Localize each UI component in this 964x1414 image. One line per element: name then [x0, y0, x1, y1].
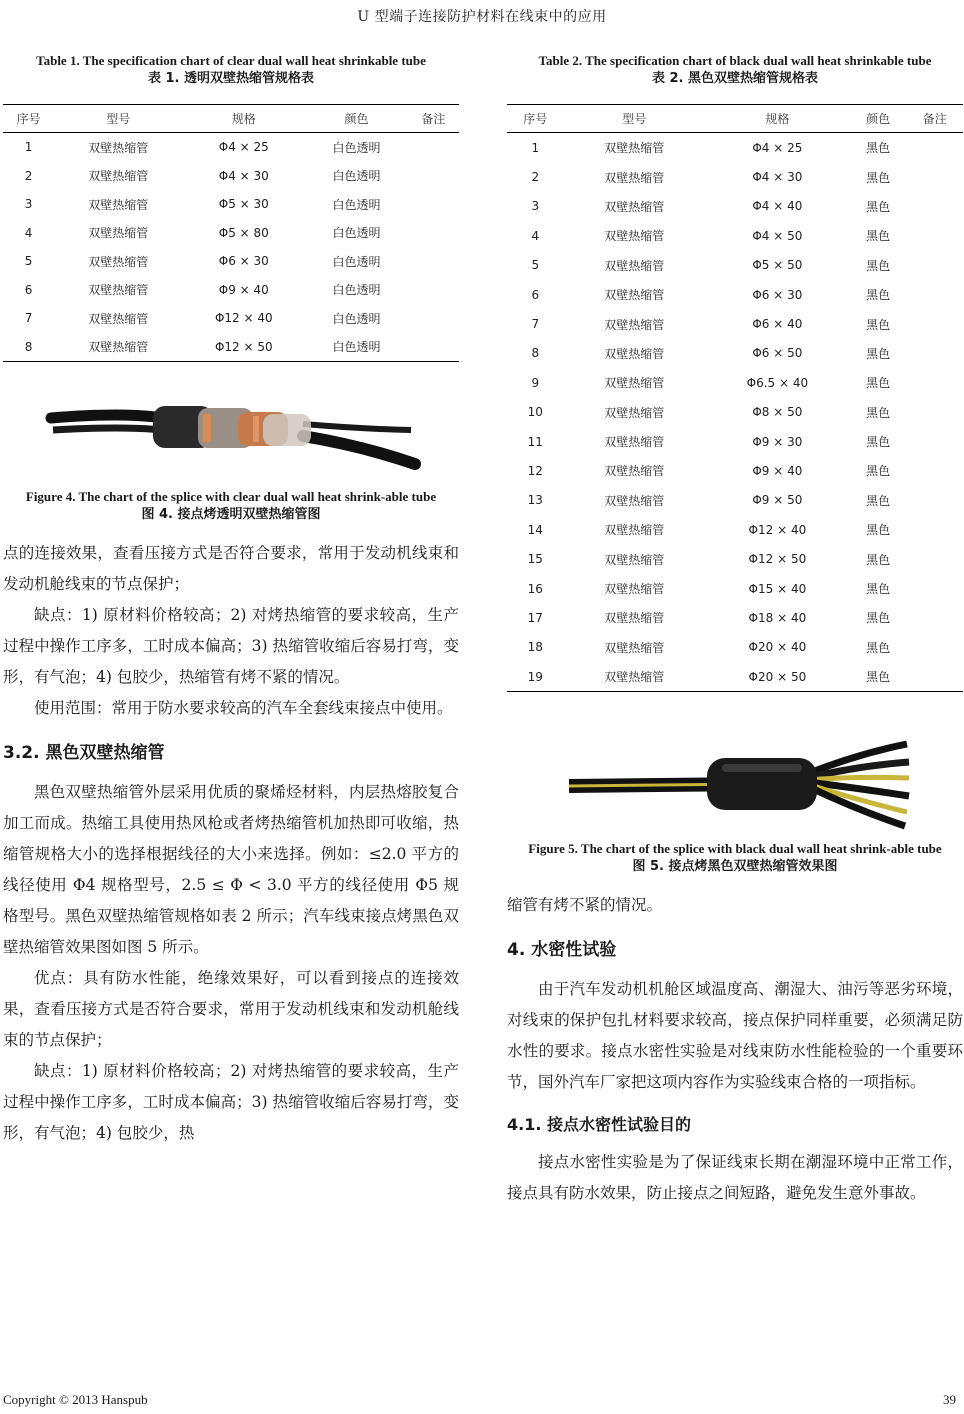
- table-cell: 5: [531, 258, 540, 273]
- table1-caption-zh: 表 1. 透明双壁热缩管规格表: [147, 71, 315, 86]
- table-cell: 白色透明: [332, 311, 381, 326]
- table-cell: 双壁热缩管: [88, 169, 149, 184]
- table-cell: 6: [531, 287, 540, 302]
- table-cell: 白色透明: [305, 333, 407, 362]
- table-row: [3, 133, 459, 162]
- table-cell: 双壁热缩管: [604, 376, 665, 391]
- table-cell: Φ4 × 30: [752, 170, 803, 185]
- table-cell: [408, 276, 459, 305]
- table-cell: 9: [531, 375, 540, 390]
- table-row: [507, 368, 963, 397]
- table-cell: 双壁热缩管: [604, 258, 665, 273]
- figure4: [3, 384, 459, 482]
- table-cell: 黑色: [866, 317, 891, 332]
- table-cell: 黑色: [866, 141, 891, 156]
- table-row: [507, 662, 963, 692]
- page-number: 39: [943, 1392, 956, 1407]
- table-cell: Φ5 × 80: [218, 225, 269, 240]
- table-row: [507, 633, 963, 662]
- table-cell: 双壁热缩管: [604, 405, 665, 420]
- table1-caption-en: Table 1. The specification chart of clear dual wall heat shrinkable tube: [36, 53, 426, 68]
- table-cell: 15: [527, 552, 543, 567]
- table-cell: 黑色: [866, 611, 891, 626]
- table-cell: 双壁热缩管: [604, 288, 665, 303]
- table-cell: Φ4 × 30: [218, 168, 269, 183]
- table-cell: Φ20 × 40: [748, 640, 807, 655]
- table-cell: 13: [527, 493, 543, 508]
- table-cell: [906, 309, 963, 338]
- table-cell: 黑色: [866, 170, 891, 185]
- table-cell: 白色透明: [332, 197, 381, 212]
- table2-caption-zh: 表 2. 黑色双壁热缩管规格表: [651, 71, 819, 86]
- section-heading-4: 4. 水密性试验: [507, 940, 617, 961]
- table-cell: [408, 162, 459, 191]
- table-cell: 双壁热缩管: [564, 662, 705, 692]
- figure4-caption-zh: 图 4. 接点烤透明双壁热缩管图: [141, 507, 321, 522]
- table-row: [3, 276, 459, 305]
- table-cell: [906, 574, 963, 603]
- table-cell: Φ15 × 40: [748, 581, 807, 596]
- table-cell: 黑色: [866, 493, 891, 508]
- table-cell: 双壁热缩管: [604, 229, 665, 244]
- table-cell: 黑色: [866, 640, 891, 655]
- table-cell: 黑色: [866, 464, 891, 479]
- table-cell: 双壁热缩管: [88, 140, 149, 155]
- table-cell: 14: [527, 522, 543, 537]
- table-cell: Φ4 × 25: [218, 140, 269, 155]
- table2-caption-en: Table 2. The specification chart of black dual wall heat shrinkable tube: [538, 53, 932, 68]
- copyright: Copyright © 2013 Hanspub: [3, 1392, 148, 1407]
- table-row: [507, 221, 963, 250]
- table-row: [3, 304, 459, 333]
- table-cell: Φ6 × 30: [218, 254, 269, 269]
- table-cell: 19: [507, 662, 564, 692]
- left-paragraph-6: 缺点：1) 原材料价格较高；2) 对烤热缩管的要求较高，生产过程中操作工序多，工时成本偏高；3) 热缩管收缩后容易打弯，变形，有气泡；4) 包胶少，热: [3, 1062, 459, 1142]
- table-cell: 8: [3, 333, 54, 362]
- figure5: [507, 714, 963, 834]
- table-cell: [408, 247, 459, 276]
- table-row: [3, 247, 459, 276]
- table-cell: [906, 221, 963, 250]
- table-cell: 2: [24, 168, 33, 183]
- table-cell: Φ9 × 30: [752, 434, 803, 449]
- table-row: [507, 515, 963, 544]
- table-cell: 双壁热缩管: [604, 170, 665, 185]
- table-cell: [906, 515, 963, 544]
- table-cell: 白色透明: [332, 226, 381, 241]
- section-heading-4-1: 4.1. 接点水密性试验目的: [507, 1115, 691, 1135]
- left-paragraph-3: 使用范围：常用于防水要求较高的汽车全套线束接点中使用。: [34, 699, 453, 717]
- table-cell: Φ4 × 25: [752, 140, 803, 155]
- table-cell: [906, 633, 963, 662]
- left-paragraph-1: 点的连接效果，查看压接方式是否符合要求，常用于发动机线束和发动机舱线束的节点保护；: [3, 544, 459, 593]
- column-header: 型号: [564, 105, 705, 133]
- table2: [507, 104, 963, 692]
- table-row: [507, 427, 963, 456]
- table-cell: 双壁热缩管: [88, 226, 149, 241]
- table-cell: Φ9 × 40: [752, 463, 803, 478]
- table-cell: 12: [527, 463, 543, 478]
- table-cell: 黑色: [850, 662, 907, 692]
- table-row: [507, 133, 963, 163]
- table-cell: [906, 662, 963, 692]
- table-cell: [906, 339, 963, 368]
- table-cell: 4: [24, 225, 33, 240]
- table-cell: 黑色: [866, 199, 891, 214]
- table-cell: 11: [527, 434, 543, 449]
- table-cell: [906, 251, 963, 280]
- figure4-image: [3, 384, 459, 482]
- column-header: 规格: [182, 105, 305, 133]
- table-cell: [408, 190, 459, 219]
- table-cell: [906, 456, 963, 485]
- column-header: 序号: [3, 105, 54, 133]
- table-cell: [906, 603, 963, 632]
- table-cell: Φ6 × 50: [752, 346, 803, 361]
- table-cell: 黑色: [866, 523, 891, 538]
- table-cell: [408, 333, 459, 362]
- table-cell: 黑色: [866, 582, 891, 597]
- table-cell: 黑色: [866, 435, 891, 450]
- table-row: [507, 192, 963, 221]
- table-row: [507, 486, 963, 515]
- table-cell: 双壁热缩管: [604, 640, 665, 655]
- right-paragraph-3: 接点水密性实验是为了保证线束长期在潮湿环境中正常工作，接点具有防水效果，防止接点之间短路，避免发生意外事故。: [507, 1153, 963, 1203]
- table-cell: Φ9 × 40: [218, 282, 269, 297]
- table-row: [3, 162, 459, 191]
- table-cell: 黑色: [866, 229, 891, 244]
- table-cell: 双壁热缩管: [604, 346, 665, 361]
- table-cell: 双壁热缩管: [604, 611, 665, 626]
- table-cell: 白色透明: [332, 254, 381, 269]
- table-row: [507, 456, 963, 485]
- table-row: [507, 280, 963, 309]
- table-cell: 双壁热缩管: [604, 582, 665, 597]
- table-cell: 白色透明: [332, 140, 381, 155]
- table-cell: [906, 544, 963, 573]
- table-cell: 双壁热缩管: [88, 283, 149, 298]
- table-row: [507, 339, 963, 368]
- table-cell: 双壁热缩管: [54, 333, 182, 362]
- table-cell: [906, 192, 963, 221]
- table-cell: 双壁热缩管: [604, 435, 665, 450]
- table-cell: Φ5 × 50: [752, 258, 803, 273]
- table-cell: 3: [531, 199, 540, 214]
- left-paragraph-2: 缺点：1) 原材料价格较高；2) 对烤热缩管的要求较高，生产过程中操作工序多，工时成本偏高；3) 热缩管收缩后容易打弯，变形，有气泡；4) 包胶少，热缩管有烤不紧的情况。: [3, 606, 459, 686]
- running-title: U 型端子连接防护材料在线束中的应用: [357, 9, 607, 25]
- table-cell: 黑色: [866, 552, 891, 567]
- table-cell: 黑色: [866, 405, 891, 420]
- table-cell: [408, 304, 459, 333]
- table-row: [507, 309, 963, 338]
- table-cell: 双壁热缩管: [604, 552, 665, 567]
- table-cell: 2: [531, 170, 540, 185]
- table-cell: Φ20 × 50: [705, 662, 850, 692]
- table-cell: [906, 133, 963, 163]
- table-row: [507, 544, 963, 573]
- left-paragraph-4: 黑色双壁热缩管外层采用优质的聚烯烃材料，内层热熔胶复合加工而成。热缩工具使用热风枪或者烤热缩管机加热即可收缩，热缩管规格大小的选择根据线径的大小来选择。例如：≤2.0 平方的线径使用 Φ4 规格型号，2.5 ≤ Φ < 3.0 平方的线径使用 Φ5 规格型号。黑色双壁热缩管规格如表 2 所示；汽车线束接点烤黑色双壁热缩管效果图如图 5 所示。: [3, 783, 459, 956]
- figure5-image: [507, 714, 963, 834]
- table-cell: Φ6 × 30: [752, 287, 803, 302]
- table-cell: 1: [531, 140, 540, 155]
- table-cell: 5: [24, 254, 33, 269]
- figure5-caption-zh: 图 5. 接点烤黑色双壁热缩管效果图: [632, 859, 838, 875]
- table-row: [3, 333, 459, 362]
- column-header: 备注: [408, 105, 459, 133]
- table-cell: 6: [24, 282, 33, 297]
- table-row: [507, 574, 963, 603]
- table-cell: [408, 133, 459, 162]
- column-header: 颜色: [850, 105, 907, 133]
- table-row: [507, 398, 963, 427]
- table-cell: 7: [531, 317, 540, 332]
- figure5-caption-en: Figure 5. The chart of the splice with black dual wall heat shrink-able tube: [528, 841, 942, 857]
- table-cell: 黑色: [866, 376, 891, 391]
- table-cell: [906, 398, 963, 427]
- table-cell: 双壁热缩管: [604, 523, 665, 538]
- table-cell: Φ5 × 30: [218, 197, 269, 212]
- table-cell: 黑色: [866, 288, 891, 303]
- table-cell: Φ9 × 50: [752, 493, 803, 508]
- table-cell: [906, 486, 963, 515]
- figure4-caption-en: Figure 4. The chart of the splice with clear dual wall heat shrink-able tube: [25, 489, 437, 504]
- column-header: 颜色: [305, 105, 407, 133]
- table-row: [507, 251, 963, 280]
- table-cell: Φ4 × 50: [752, 228, 803, 243]
- table-cell: 17: [527, 610, 543, 625]
- table-cell: 白色透明: [332, 283, 381, 298]
- table-cell: 白色透明: [332, 169, 381, 184]
- table-cell: 18: [527, 640, 543, 655]
- table-cell: 双壁热缩管: [88, 311, 149, 326]
- table-cell: 双壁热缩管: [88, 197, 149, 212]
- table-cell: Φ12 × 50: [182, 333, 305, 362]
- table-cell: [906, 280, 963, 309]
- table-cell: Φ8 × 50: [752, 405, 803, 420]
- right-paragraph-1: 缩管有烤不紧的情况。: [507, 896, 663, 915]
- table-row: [3, 219, 459, 248]
- table-cell: Φ4 × 40: [752, 199, 803, 214]
- table-cell: [906, 427, 963, 456]
- table-row: [507, 162, 963, 191]
- table-cell: [906, 368, 963, 397]
- table-cell: 黑色: [866, 346, 891, 361]
- table-cell: Φ12 × 50: [748, 552, 807, 567]
- left-paragraph-5: 优点：具有防水性能，绝缘效果好，可以看到接点的连接效果，查看压接方式是否符合要求，常用于发动机线束和发动机舱线束的节点保护；: [3, 969, 459, 1049]
- table-cell: 3: [24, 197, 33, 212]
- table-row: [3, 190, 459, 219]
- column-header: 序号: [507, 105, 564, 133]
- column-header: 型号: [54, 105, 182, 133]
- column-header: 规格: [705, 105, 850, 133]
- table-cell: [906, 162, 963, 191]
- table-cell: 1: [24, 140, 33, 155]
- table1: [3, 104, 459, 362]
- table-cell: Φ6 × 40: [752, 317, 803, 332]
- table-cell: [408, 219, 459, 248]
- table-cell: 4: [531, 228, 540, 243]
- right-column: [507, 52, 963, 1209]
- section-heading-3-2: 3.2. 黑色双壁热缩管: [3, 743, 165, 763]
- table-cell: 8: [531, 346, 540, 361]
- table-cell: Φ12 × 40: [214, 311, 273, 326]
- table-cell: 10: [527, 405, 543, 420]
- column-header: 备注: [906, 105, 963, 133]
- table-cell: Φ18 × 40: [748, 610, 807, 625]
- table-cell: 黑色: [866, 258, 891, 273]
- table-cell: 双壁热缩管: [604, 317, 665, 332]
- left-column: [3, 52, 459, 1149]
- table-cell: 7: [24, 311, 33, 326]
- table-cell: 双壁热缩管: [604, 199, 665, 214]
- table-cell: 双壁热缩管: [604, 493, 665, 508]
- right-paragraph-2: 由于汽车发动机机舱区域温度高、潮湿大、油污等恶劣环境，对线束的保护包扎材料要求较高，接点保护同样重要，必须满足防水性的要求。接点水密性实验是对线束防水性能检验的一个重要环节，国外汽车厂家把这项内容作为实验线束合格的一项指标。: [507, 980, 963, 1092]
- table-cell: 双壁热缩管: [604, 464, 665, 479]
- table-cell: Φ12 × 40: [748, 522, 807, 537]
- table-cell: 双壁热缩管: [604, 141, 665, 156]
- table-cell: 双壁热缩管: [88, 254, 149, 269]
- table-cell: 16: [527, 581, 543, 596]
- table-cell: Φ6.5 × 40: [746, 375, 809, 390]
- table-row: [507, 603, 963, 632]
